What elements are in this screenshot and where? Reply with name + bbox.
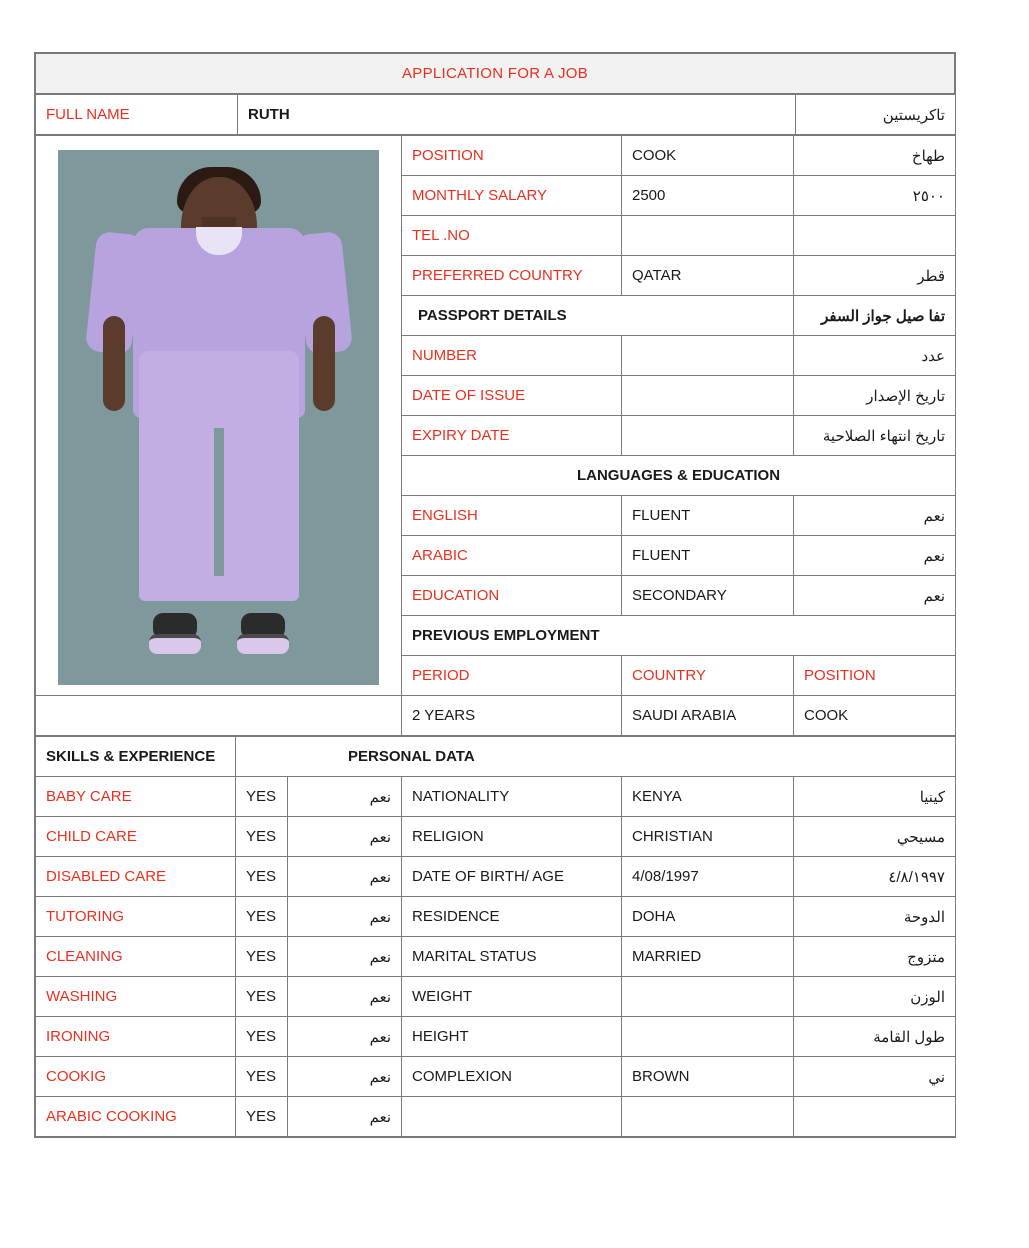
skill-arabic-child-care: نعم xyxy=(288,817,402,857)
table-row xyxy=(36,857,956,897)
personal-label-weight: WEIGHT xyxy=(402,977,622,1017)
monthly-salary-value: 2500 xyxy=(622,176,794,216)
personal-arabic-date-of-birth: ٤/٨/١٩٩٧ xyxy=(794,857,956,897)
skill-arabic-ironing: نعم xyxy=(288,1017,402,1057)
table-row xyxy=(36,1097,956,1137)
skill-value-cleaning: YES xyxy=(236,937,288,977)
personal-value-weight xyxy=(622,977,794,1017)
personal-label-complexion: COMPLEXION xyxy=(402,1057,622,1097)
passport-issue-value xyxy=(622,376,794,416)
english-value: FLUENT xyxy=(622,496,794,536)
skill-label-washing: WASHING xyxy=(36,977,236,1017)
employment-position-value: COOK xyxy=(794,696,956,736)
applicant-photo-cell xyxy=(36,136,402,696)
preferred-country-arabic: قطر xyxy=(794,256,956,296)
telephone-label: TEL .NO xyxy=(402,216,622,256)
passport-details-heading: PASSPORT DETAILS xyxy=(402,296,794,336)
position-arabic: طهاخ xyxy=(794,136,956,176)
photo-frame xyxy=(46,136,391,695)
skill-label-arabic-cooking: ARABIC COOKING xyxy=(36,1097,236,1137)
table-row xyxy=(36,136,956,176)
education-value: SECONDARY xyxy=(622,576,794,616)
english-arabic: نعم xyxy=(794,496,956,536)
telephone-arabic xyxy=(794,216,956,256)
passport-number-arabic: عدد xyxy=(794,336,956,376)
skill-value-ironing: YES xyxy=(236,1017,288,1057)
skill-value-cooking: YES xyxy=(236,1057,288,1097)
personal-arabic-religion: مسيحي xyxy=(794,817,956,857)
arabic-arabic: نعم xyxy=(794,536,956,576)
full-name-arabic: تاكريستين xyxy=(796,95,956,135)
personal-value-nationality: KENYA xyxy=(622,777,794,817)
table-row xyxy=(36,1017,956,1057)
full-name-table xyxy=(35,94,956,135)
education-arabic: نعم xyxy=(794,576,956,616)
page-title: APPLICATION FOR A JOB xyxy=(36,54,955,94)
table-row xyxy=(36,1057,956,1097)
skill-label-baby-care: BABY CARE xyxy=(36,777,236,817)
personal-label-empty xyxy=(402,1097,622,1137)
personal-arabic-residence: الدوحة xyxy=(794,897,956,937)
employment-column-period: PERIOD xyxy=(402,656,622,696)
skills-personal-table xyxy=(35,736,956,1137)
personal-value-marital-status: MARRIED xyxy=(622,937,794,977)
application-form xyxy=(34,52,956,1138)
skill-arabic-disabled-care: نعم xyxy=(288,857,402,897)
skill-label-child-care: CHILD CARE xyxy=(36,817,236,857)
skill-label-disabled-care: DISABLED CARE xyxy=(36,857,236,897)
personal-label-date-of-birth: DATE OF BIRTH/ AGE xyxy=(402,857,622,897)
passport-details-heading-arabic: تفا صيل جواز السفر xyxy=(794,296,956,336)
skill-value-disabled-care: YES xyxy=(236,857,288,897)
personal-arabic-empty xyxy=(794,1097,956,1137)
personal-label-nationality: NATIONALITY xyxy=(402,777,622,817)
monthly-salary-label: MONTHLY SALARY xyxy=(402,176,622,216)
table-row xyxy=(36,777,956,817)
table-row xyxy=(36,897,956,937)
table-row xyxy=(36,977,956,1017)
personal-arabic-marital-status: متزوج xyxy=(794,937,956,977)
personal-value-empty xyxy=(622,1097,794,1137)
form-title-table xyxy=(35,53,955,94)
skill-label-ironing: IRONING xyxy=(36,1017,236,1057)
skill-value-child-care: YES xyxy=(236,817,288,857)
table-row xyxy=(36,696,956,736)
photo-and-details-table xyxy=(35,135,956,736)
skill-arabic-arabic-cooking: نعم xyxy=(288,1097,402,1137)
skill-label-tutoring: TUTORING xyxy=(36,897,236,937)
personal-value-religion: CHRISTIAN xyxy=(622,817,794,857)
passport-issue-arabic: تاريخ الإصدار xyxy=(794,376,956,416)
position-label: POSITION xyxy=(402,136,622,176)
full-name-label: FULL NAME xyxy=(36,95,238,135)
languages-education-heading: LANGUAGES & EDUCATION xyxy=(402,456,956,496)
monthly-salary-arabic: ٢٥٠٠ xyxy=(794,176,956,216)
personal-arabic-weight: الوزن xyxy=(794,977,956,1017)
previous-employment-heading: PREVIOUS EMPLOYMENT xyxy=(402,616,956,656)
telephone-value xyxy=(622,216,794,256)
personal-value-residence: DOHA xyxy=(622,897,794,937)
personal-arabic-complexion: ني xyxy=(794,1057,956,1097)
table-row xyxy=(36,95,956,135)
skill-label-cooking: COOKIG xyxy=(36,1057,236,1097)
passport-issue-label: DATE OF ISSUE xyxy=(402,376,622,416)
skills-experience-heading: SKILLS & EXPERIENCE xyxy=(36,737,236,777)
personal-label-residence: RESIDENCE xyxy=(402,897,622,937)
passport-expiry-value xyxy=(622,416,794,456)
skill-label-cleaning: CLEANING xyxy=(36,937,236,977)
arabic-label: ARABIC xyxy=(402,536,622,576)
employment-column-position: POSITION xyxy=(794,656,956,696)
passport-expiry-label: EXPIRY DATE xyxy=(402,416,622,456)
passport-number-value xyxy=(622,336,794,376)
personal-value-height xyxy=(622,1017,794,1057)
education-label: EDUCATION xyxy=(402,576,622,616)
employment-photo-spacer xyxy=(36,696,402,736)
preferred-country-label: PREFERRED COUNTRY xyxy=(402,256,622,296)
preferred-country-value: QATAR xyxy=(622,256,794,296)
personal-value-date-of-birth: 4/08/1997 xyxy=(622,857,794,897)
position-value: COOK xyxy=(622,136,794,176)
skill-arabic-cleaning: نعم xyxy=(288,937,402,977)
skill-arabic-baby-care: نعم xyxy=(288,777,402,817)
personal-value-complexion: BROWN xyxy=(622,1057,794,1097)
employment-period-value: 2 YEARS xyxy=(402,696,622,736)
personal-arabic-height: طول القامة xyxy=(794,1017,956,1057)
table-row xyxy=(36,937,956,977)
personal-label-height: HEIGHT xyxy=(402,1017,622,1057)
table-row xyxy=(36,817,956,857)
personal-data-heading: PERSONAL DATA xyxy=(236,737,956,777)
skill-value-arabic-cooking: YES xyxy=(236,1097,288,1137)
skill-value-washing: YES xyxy=(236,977,288,1017)
skill-arabic-washing: نعم xyxy=(288,977,402,1017)
passport-number-label: NUMBER xyxy=(402,336,622,376)
employment-country-value: SAUDI ARABIA xyxy=(622,696,794,736)
skill-arabic-tutoring: نعم xyxy=(288,897,402,937)
skill-value-tutoring: YES xyxy=(236,897,288,937)
personal-label-religion: RELIGION xyxy=(402,817,622,857)
arabic-value: FLUENT xyxy=(622,536,794,576)
employment-column-country: COUNTRY xyxy=(622,656,794,696)
skill-arabic-cooking: نعم xyxy=(288,1057,402,1097)
passport-expiry-arabic: تاريخ انتهاء الصلاحية xyxy=(794,416,956,456)
english-label: ENGLISH xyxy=(402,496,622,536)
personal-arabic-nationality: كينيا xyxy=(794,777,956,817)
table-row xyxy=(36,54,955,94)
table-row xyxy=(36,737,956,777)
personal-label-marital-status: MARITAL STATUS xyxy=(402,937,622,977)
person-illustration xyxy=(58,150,379,685)
applicant-photo xyxy=(58,150,379,685)
skill-value-baby-care: YES xyxy=(236,777,288,817)
full-name-value: RUTH xyxy=(238,95,796,135)
